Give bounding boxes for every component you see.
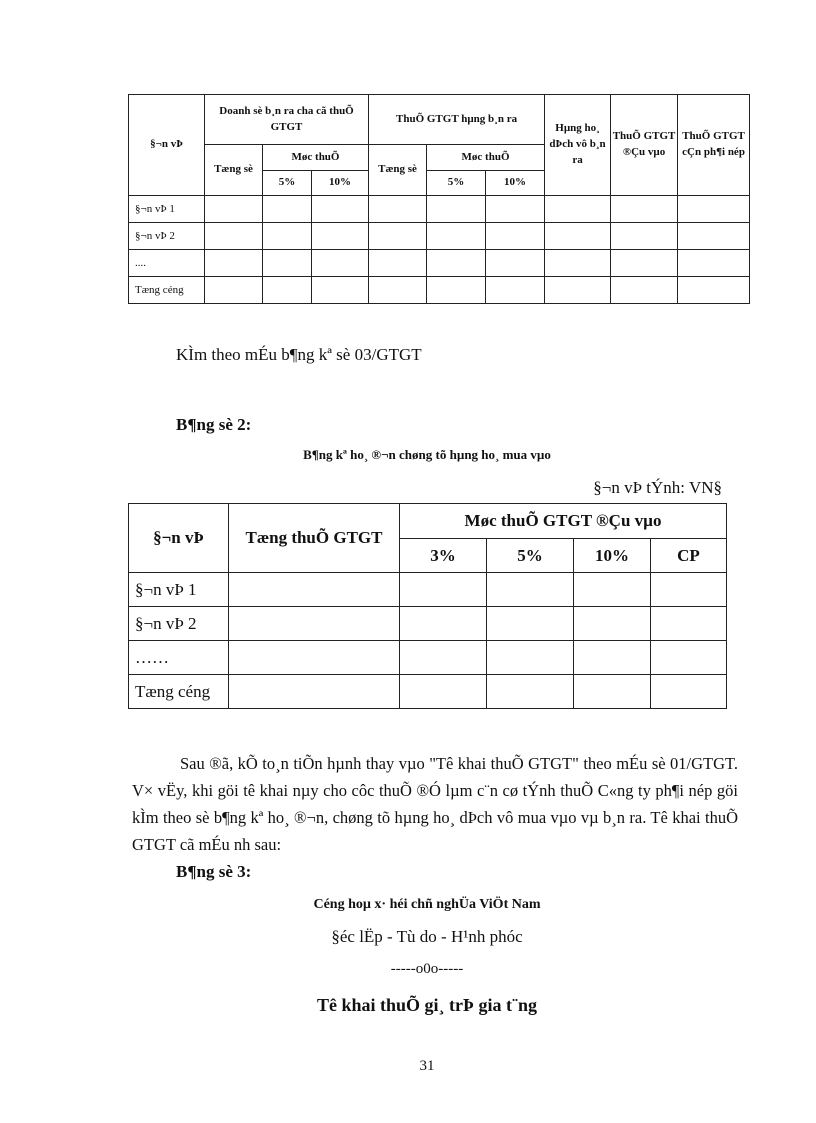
t1-header-vat-10: 10% — [486, 171, 545, 196]
t1-header-sales: Doanh sè b¸n ra cha cã thuÕ GTGT — [205, 95, 369, 145]
t1-header-sales-total: Tæng sè — [205, 145, 263, 196]
table2-title: B¶ng kª ho¸ ®¬n chøng tõ hµng ho¸ mua vµo — [303, 447, 551, 462]
row-label: §¬n vÞ 2 — [129, 607, 229, 641]
t1-header-sales-5: 5% — [263, 171, 312, 196]
table3-heading: B¶ng sè 3: — [176, 862, 252, 881]
attachment-note: KÌm theo mÉu b¶ng kª sè 03/GTGT — [176, 345, 422, 364]
body-paragraph: Sau ®ã, kÕ to¸n tiÕn hµnh thay vµo "Tê khai thuÕ GTGT" theo mÉu sè 01/GTGT. V× vËy, khi göi tê khai nµy cho côc thuÕ ®Ó lµm c¨n cø tÝnh thuÕ C«ng ty ph¶i nép göi kÌm theo sè b¶ng kª ho¸ ®¬n, chøng tõ hµng ho¸ dÞch vô mua vµo vµ b¸n ra. Tê khai thuÕ GTGT cã mÉu nh sau: — [132, 754, 738, 854]
t2-header-total: Tæng thuÕ GTGT — [229, 504, 400, 573]
t2-header-rate-3: 3% — [400, 539, 487, 573]
t2-header-rate: Møc thuÕ GTGT ®Çu vµo — [400, 504, 727, 539]
t1-header-vat-rate: Møc thuÕ — [427, 145, 545, 171]
row-label: §¬n vÞ 1 — [129, 573, 229, 607]
table-row — [129, 250, 750, 277]
t2-header-rate-cp: CP — [651, 539, 727, 573]
row-label: §¬n vÞ 2 — [129, 223, 205, 250]
t1-header-vat-5: 5% — [427, 171, 486, 196]
row-label: §¬n vÞ 1 — [129, 196, 205, 223]
table2-heading: B¶ng sè 2: — [176, 415, 252, 434]
row-label: .... — [129, 250, 205, 277]
t2-header-unit: §¬n vÞ — [129, 504, 229, 573]
t1-header-unit: §¬n vÞ — [129, 95, 205, 196]
table-row — [129, 607, 727, 641]
form-title: Tê khai thuÕ gi¸ trÞ gia t¨ng — [316, 995, 537, 1015]
t2-header-rate-5: 5% — [487, 539, 574, 573]
t1-header-sales-10: 10% — [312, 171, 369, 196]
t1-header-vat-payable: ThuÕ GTGT cÇn ph¶i nép — [678, 95, 750, 196]
separator: -----o0o----- — [390, 961, 464, 977]
table2-unit-note: §¬n vÞ tÝnh: VN§ — [593, 478, 722, 497]
t2-header-rate-10: 10% — [574, 539, 651, 573]
t1-header-vat-total: Tæng sè — [369, 145, 427, 196]
table-row — [129, 675, 727, 709]
table-row — [129, 223, 750, 250]
table-row — [129, 573, 727, 607]
table-row — [129, 641, 727, 675]
motto: §éc lËp - Tù do - H¹nh phóc — [331, 927, 523, 946]
row-label: …… — [129, 641, 229, 675]
row-label: Tæng céng — [129, 277, 205, 304]
t1-header-vat-in: ThuÕ GTGT ®Çu vµo — [611, 95, 678, 196]
t1-header-goods: Hµng ho¸ dÞch vô b¸n ra — [545, 95, 611, 196]
t1-header-sales-rate: Møc thuÕ — [263, 145, 369, 171]
row-label: Tæng céng — [129, 675, 229, 709]
sales-vat-table — [128, 94, 750, 304]
republic-heading: Céng hoµ x· héi chñ nghÜa ViÖt Nam — [313, 897, 541, 912]
table-row — [129, 277, 750, 304]
page-number: 31 — [419, 1058, 435, 1074]
t1-header-vat-out: ThuÕ GTGT hµng b¸n ra — [369, 95, 545, 145]
purchase-invoice-table — [128, 503, 727, 709]
table-row — [129, 196, 750, 223]
